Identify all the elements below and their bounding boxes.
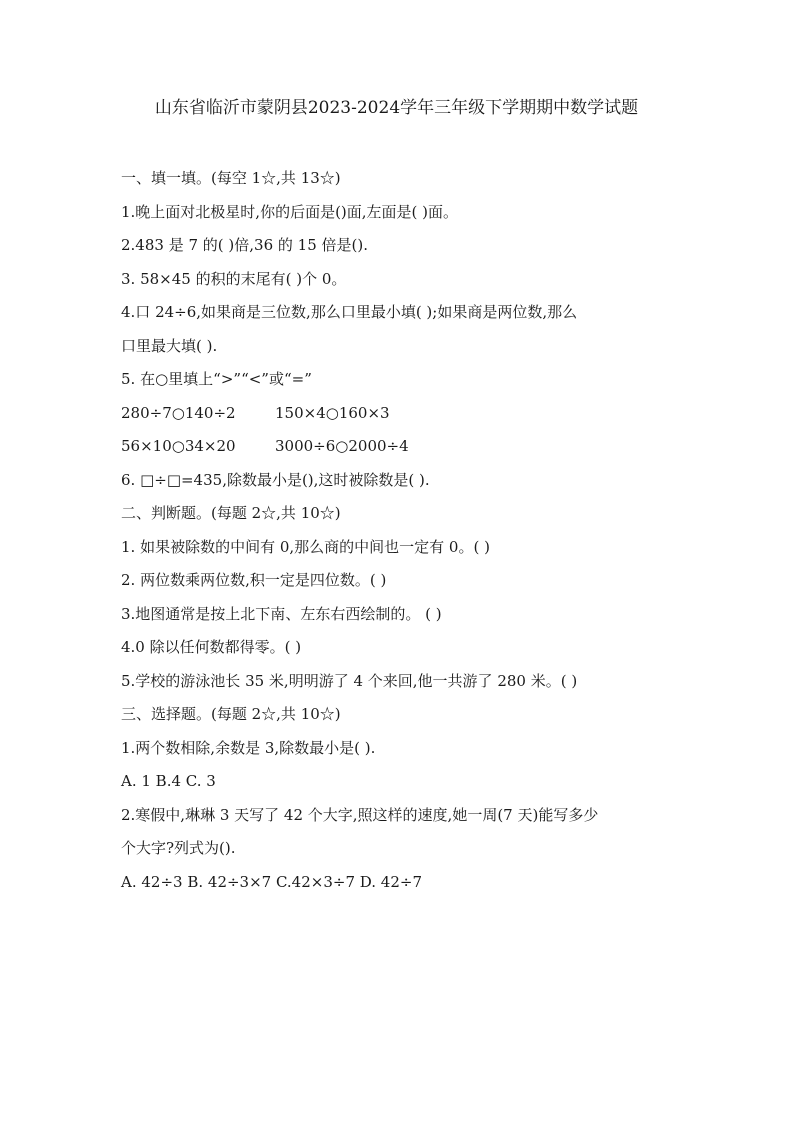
question-1-2: 2.483 是 7 的( )倍,36 的 15 倍是(). [121,236,368,254]
question-2-1: 1. 如果被除数的中间有 0,那么商的中间也一定有 0。( ) [121,537,490,556]
exam-title: 山东省临沂市蒙阴县2023-2024学年三年级下学期期中数学试题 [154,98,639,118]
section-2-heading: 二、判断题。(每题 2☆,共 10☆) [121,504,341,522]
question-1-4-line-2: 口里最大填( ). [121,336,218,355]
question-1-5-row-2 [121,434,681,468]
question-3-2-options: A. 42÷3 B. 42÷3×7 C.42×3÷7 D. 42÷7 [121,872,422,891]
question-2-5: 5.学校的游泳池长 35 米,明明游了 4 个来回,他一共游了 280 米。( ) [121,671,578,690]
section-1-heading: 一、填一填。(每空 1☆,共 13☆) [121,169,341,187]
question-3-1-options: A. 1 B.4 C. 3 [121,772,216,790]
comparison-4: 3000÷6○2000÷4 [275,437,409,455]
question-1-6: 6. □÷□=435,除数最小是(),这时被除数是( ). [121,470,430,489]
question-1-5: 5. 在○里填上“>”“<”或“=” [121,370,312,388]
question-2-4: 4.0 除以任何数都得零。( ) [121,638,302,656]
section-3-heading: 三、选择题。(每题 2☆,共 10☆) [121,705,341,723]
exam-content [121,166,681,903]
question-1-1: 1.晚上面对北极星时,你的后面是()面,左面是( )面。 [121,202,459,221]
question-3-1: 1.两个数相除,余数是 3,除数最小是( ). [121,738,376,757]
comparison-2: 150×4○160×3 [275,403,390,422]
question-1-3: 3. 58×45 的积的末尾有( )个 0。 [121,269,347,288]
comparison-3: 56×10○34×20 [121,437,236,455]
question-1-5-row-1 [121,401,681,435]
question-1-4-line-1: 4.口 24÷6,如果商是三位数,那么口里最小填( );如果商是两位数,那么 [121,303,578,321]
question-3-2-line-2: 个大字?列式为(). [121,839,236,857]
question-2-2: 2. 两位数乘两位数,积一定是四位数。( ) [121,571,387,589]
question-3-2-line-1: 2.寒假中,琳琳 3 天写了 42 个大字,照这样的速度,她一周(7 天)能写多少 [121,805,599,824]
question-2-3: 3.地图通常是按上北下南、左东右西绘制的。 ( ) [121,604,442,623]
comparison-1: 280÷7○140÷2 [121,403,236,422]
